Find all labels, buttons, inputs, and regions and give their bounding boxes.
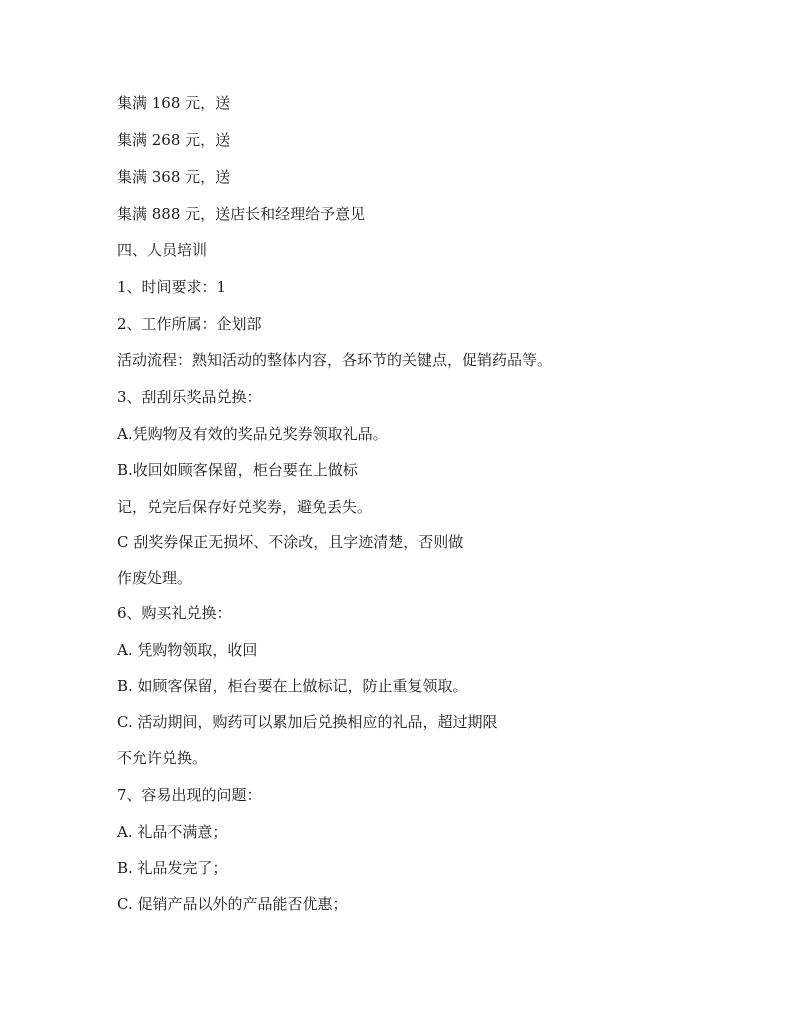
text-line: A. 凭购物领取，收回 xyxy=(117,641,258,659)
section-heading: 四、人员培训 xyxy=(117,241,208,259)
text-line: 集满 168 元，送 xyxy=(117,94,231,112)
text-line: 记，兑完后保存好兑奖券，避免丢失。 xyxy=(117,498,373,516)
text-line: 不允许兑换。 xyxy=(117,749,208,767)
text-line: B.收回如顾客保留，柜台要在上做标 xyxy=(117,461,358,479)
text-line: A. 礼品不满意； xyxy=(117,823,228,841)
text-line: 6、购买礼兑换： xyxy=(117,604,232,622)
text-line: C 刮奖券保正无损坏、不涂改，且字迹清楚，否则做 xyxy=(117,533,464,551)
text-line: 1、时间要求：1 xyxy=(117,278,227,296)
text-line: 7、容易出现的问题： xyxy=(117,786,262,804)
text-line: 活动流程：熟知活动的整体内容，各环节的关键点，促销药品等。 xyxy=(117,351,553,369)
text-line: 作废处理。 xyxy=(117,569,193,587)
text-line: 集满 368 元，送 xyxy=(117,168,231,186)
text-line: A.凭购物及有效的奖品兑奖券领取礼品。 xyxy=(117,425,388,443)
text-line: 3、刮刮乐奖品兑换： xyxy=(117,388,262,406)
text-line: 2、工作所属：企划部 xyxy=(117,315,262,333)
text-line: 集满 268 元，送 xyxy=(117,131,231,149)
text-line: C. 活动期间，购药可以累加后兑换相应的礼品，超过期限 xyxy=(117,713,498,731)
text-line: 集满 888 元，送店长和经理给予意见 xyxy=(117,205,366,223)
text-line: C. 促销产品以外的产品能否优惠； xyxy=(117,895,348,913)
text-line: B. 如顾客保留，柜台要在上做标记，防止重复领取。 xyxy=(117,677,468,695)
text-line: B. 礼品发完了； xyxy=(117,859,228,877)
